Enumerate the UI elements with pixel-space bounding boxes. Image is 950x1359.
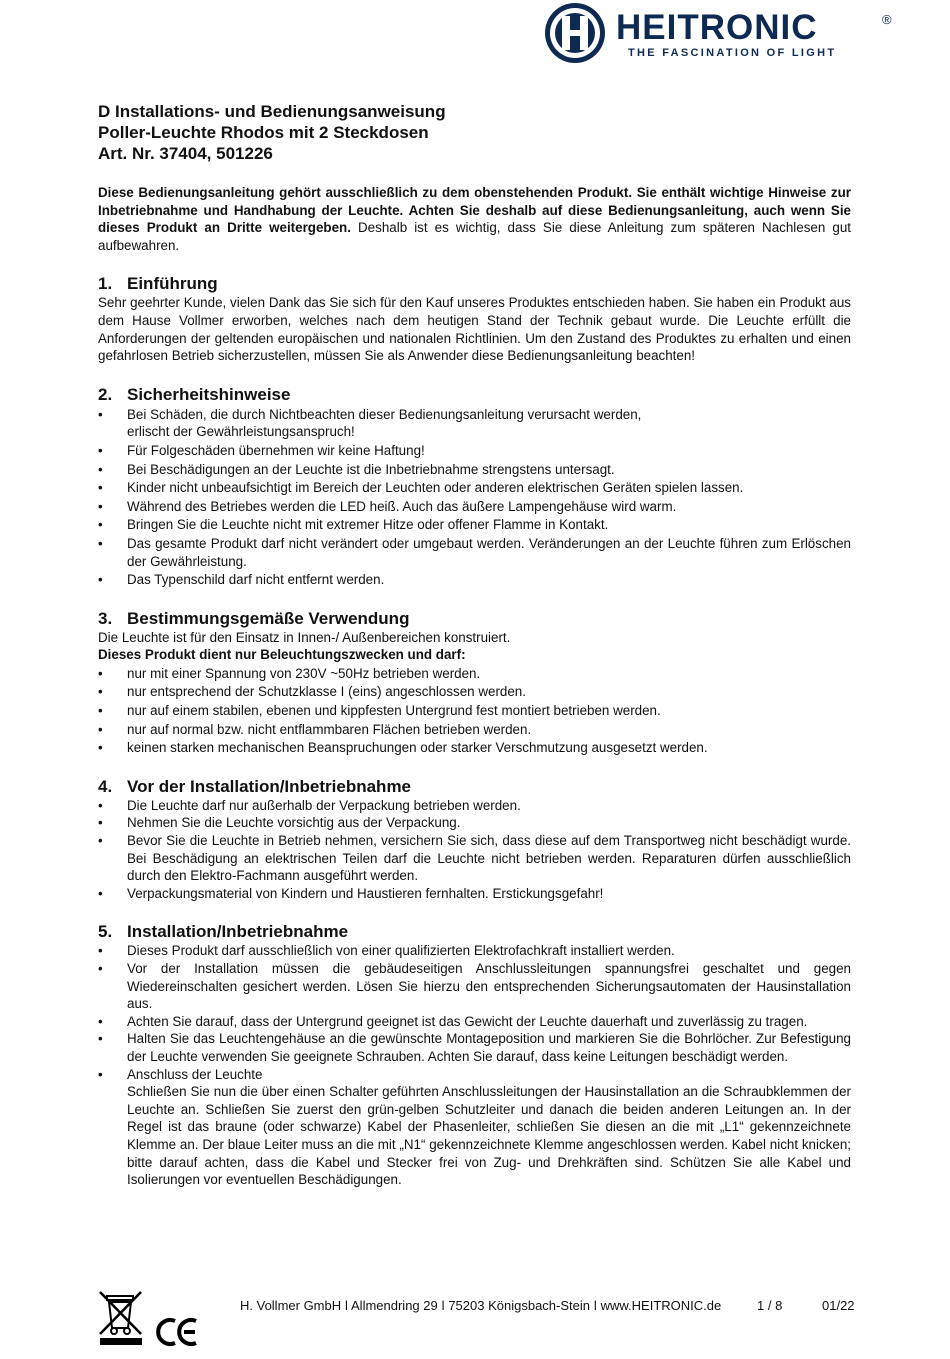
title-line-2: Poller-Leuchte Rhodos mit 2 Steckdosen <box>98 123 429 142</box>
intro-paragraph <box>98 184 851 254</box>
bullet-icon: • <box>98 721 103 737</box>
list-item <box>98 832 851 885</box>
list-item <box>98 797 851 815</box>
section-title: Einführung <box>127 274 218 294</box>
bullet-icon: • <box>98 480 103 496</box>
intro-bold-text: Diese Bedienungsanleitung gehört ausschließlich zu dem obenstehenden Produkt. Sie enthält wichtige Hinweise zur Inbetriebnahme und Handhabung der Leuchte. Achten Sie deshalb auf diese Bedienungsanleitung, auch wenn Sie dieses Produkt an Dritte weitergeben. <box>98 185 851 236</box>
list-item-text: nur mit einer Spannung von 230V ~50Hz betrieben werden. <box>127 665 481 681</box>
footer-company-info: H. Vollmer GmbH ǀ Allmendring 29 ǀ 75203 Königsbach-Stein ǀ www.HEITRONIC.de <box>240 1298 722 1313</box>
bullet-icon: • <box>98 535 103 551</box>
section-3-bold-text: Dieses Produkt dient nur Beleuchtungszwecken und darf: <box>98 647 466 663</box>
bullet-icon: • <box>98 815 103 831</box>
list-item <box>98 442 851 460</box>
brand-tagline: THE FASCINATION OF LIGHT <box>628 47 837 59</box>
list-item <box>98 498 851 516</box>
bullet-icon: • <box>98 684 103 700</box>
bullet-icon: • <box>98 797 103 813</box>
section-3-text: Die Leuchte ist für den Einsatz in Innen-/ Außenbereichen konstruiert. <box>98 629 511 645</box>
section-number: 2. <box>98 384 113 404</box>
list-item <box>98 814 851 832</box>
section-title: Bestimmungsgemäße Verwendung <box>127 608 410 628</box>
installation-list <box>98 942 851 1188</box>
list-item-text: Vor der Installation müssen die gebäudeseitigen Anschlussleitungen spannungsfrei geschaltet und gegen Wiedereinschalten gesichert werden. Lösen Sie hierzu den entsprechenden Sicherungsautomaten der Hausinstallation aus. <box>127 961 851 1012</box>
usage-list <box>98 665 851 757</box>
document-body <box>98 101 851 1189</box>
footer-date: 01/22 <box>822 1298 855 1313</box>
list-item <box>98 479 851 497</box>
list-item-text: Bei Beschädigungen an der Leuchte ist die Inbetriebnahme strengstens untersagt. <box>127 461 615 477</box>
title-line-3: Art. Nr. 37404, 501226 <box>98 144 273 163</box>
list-item <box>98 461 851 479</box>
section-number: 1. <box>98 274 113 294</box>
list-item-text: Während des Betriebes werden die LED heiß. Auch das äußere Lampengehäuse wird warm. <box>127 498 677 514</box>
list-item-text: Bringen Sie die Leuchte nicht mit extremer Hitze oder offener Flamme in Kontakt. <box>127 517 609 533</box>
list-item <box>98 571 851 589</box>
bullet-icon: • <box>98 406 103 422</box>
bullet-icon: • <box>98 1031 103 1047</box>
bullet-icon: • <box>98 703 103 719</box>
section-number: 3. <box>98 608 113 628</box>
intro-normal-text: Deshalb ist es wichtig, dass Sie diese Anleitung zum späteren Nachlesen gut aufbewahren. <box>98 220 851 253</box>
section-title: Installation/Inbetriebnahme <box>127 922 349 942</box>
list-item <box>98 665 851 683</box>
list-item <box>98 702 851 720</box>
list-item-text: Verpackungsmaterial von Kindern und Haustieren fernhalten. Erstickungsgefahr! <box>127 885 604 901</box>
brand-name: HEITRONIC <box>616 8 818 47</box>
list-item-text: Dieses Produkt darf ausschließlich von einer qualifizierten Elektrofachkraft installiert werden. <box>127 943 675 959</box>
section-title: Vor der Installation/Inbetriebnahme <box>127 776 412 796</box>
registered-mark: ® <box>882 12 892 27</box>
list-item <box>98 1066 851 1189</box>
list-item <box>98 739 851 757</box>
list-item-text: erlischt der Gewährleistungsanspruch! <box>127 424 355 440</box>
page-footer <box>0 1290 950 1350</box>
bullet-icon: • <box>98 517 103 533</box>
title-line-1: D Installations- und Bedienungsanweisung <box>98 102 446 121</box>
bullet-icon: • <box>98 833 103 849</box>
section-number: 5. <box>98 922 113 942</box>
bullet-icon: • <box>98 961 103 976</box>
heitronic-h-emblem-icon <box>542 2 610 64</box>
section-3-heading <box>98 608 851 629</box>
list-item-text: Anschluss der Leuchte <box>127 1066 263 1082</box>
bullet-icon: • <box>98 740 103 756</box>
section-5-heading <box>98 921 851 942</box>
bullet-icon: • <box>98 1066 103 1082</box>
ce-mark-icon <box>156 1317 200 1347</box>
list-item-text: Die Leuchte darf nur außerhalb der Verpackung betrieben werden. <box>127 797 521 813</box>
bullet-icon: • <box>98 885 103 901</box>
section-title: Sicherheitshinweise <box>127 384 291 404</box>
list-item-text: Kinder nicht unbeaufsichtigt im Bereich der Leuchten oder anderen elektrischen Geräten spielen lassen. <box>127 480 744 496</box>
list-item-text: Halten Sie das Leuchtengehäuse an die gewünschte Montageposition und markieren Sie die Bohrlöcher. Zur Befestigung der Leuchte verwenden Sie geeignete Schrauben. Achten Sie darauf, dass keine Leitungen beschädigt werden. <box>127 1031 851 1064</box>
list-item <box>98 683 851 701</box>
bullet-icon: • <box>98 461 103 477</box>
list-item <box>98 942 851 960</box>
safety-list <box>98 406 851 589</box>
list-item <box>98 885 851 903</box>
list-item <box>98 535 851 570</box>
list-item <box>98 721 851 739</box>
heitronic-logo <box>542 2 902 64</box>
list-item-text: Achten Sie darauf, dass der Untergrund geeignet ist das Gewicht der Leuchte dauerhaft und zuverlässig zu tragen. <box>127 1013 808 1029</box>
list-item-text: nur auf einem stabilen, ebenen und kippfesten Untergrund fest montiert betrieben werden. <box>127 703 661 719</box>
list-item-text: Für Folgeschäden übernehmen wir keine Haftung! <box>127 442 425 458</box>
footer-page-number: 1 / 8 <box>757 1298 783 1313</box>
bullet-icon: • <box>98 498 103 514</box>
section-number: 4. <box>98 776 113 796</box>
section-1-heading <box>98 273 851 294</box>
list-item-text: Das gesamte Produkt darf nicht verändert oder umgebaut werden. Veränderungen an der Leuchte führen zum Erlöschen der Gewährleistung. <box>127 535 851 569</box>
connection-instructions: Schließen Sie nun die über einen Schalter geführten Anschlussleitungen der Hausinstallation an die Schraubklemmen der Leuchte an. Schließen Sie zuerst den grün-gelben Schutzleiter und danach die beiden anderen Leitungen an. In der Regel ist das braune (oder schwarze) Kabel der Phasenleiter, schließen Sie diesen an die mit „L1“ gekennzeichnete Klemme an. Der blaue Leiter muss an die mit „N1“ gekennzeichnete Klemme angeschlossen werden. Kabel nicht knicken; bitte darauf achten, dass die Kabel und Stecker frei von Zug- und Drehkräften sind. Schützen Sie alle Kabel und Isolierungen vor eventuellen Beschädigungen. <box>127 1084 851 1188</box>
list-item-text: nur auf normal bzw. nicht entflammbaren Flächen betrieben werden. <box>127 721 532 737</box>
weee-bin-icon <box>97 1290 147 1346</box>
section-4-heading <box>98 776 851 797</box>
bullet-icon: • <box>98 665 103 681</box>
list-item-text: Bevor Sie die Leuchte in Betrieb nehmen, versichern Sie sich, dass diese auf dem Transportweg nicht beschädigt wurde. Bei Beschädigung an elektrischen Teilen darf die Leuchte nicht betrieben werden. Reparaturen dürfen ausschließlich durch den Elektro-Fachmann ausgeführt werden. <box>127 833 851 884</box>
list-item-text: Bei Schäden, die durch Nichtbeachten dieser Bedienungsanleitung verursacht werden, <box>127 406 642 422</box>
section-1-text: Sehr geehrter Kunde, vielen Dank das Sie sich für den Kauf unseres Produktes entschieden haben. Sie haben ein Produkt aus dem Hause Vollmer erworben, welches nach dem heutigen Stand der Technik gebaut wurde. Die Leuchte erfüllt die Anforderungen der geltenden europäischen und nationalen Richtlinien. Um den Zustand des Produktes zu erhalten und einen gefahrlosen Betrieb sicherzustellen, müssen Sie als Anwender diese Bedienungsanleitung beachten! <box>98 295 851 364</box>
list-item-text: Das Typenschild darf nicht entfernt werden. <box>127 572 385 588</box>
list-item-text: nur entsprechend der Schutzklasse I (eins) angeschlossen werden. <box>127 684 526 700</box>
list-item <box>98 1013 851 1031</box>
bullet-icon: • <box>98 943 103 959</box>
preinstall-list <box>98 797 851 903</box>
section-2-heading <box>98 384 851 405</box>
list-item <box>98 406 851 441</box>
list-item <box>98 1030 851 1065</box>
bullet-icon: • <box>98 442 103 458</box>
bullet-icon: • <box>98 572 103 588</box>
list-item-text: keinen starken mechanischen Beanspruchungen oder starker Verschmutzung ausgesetzt werden. <box>127 740 708 756</box>
bullet-icon: • <box>98 1013 103 1029</box>
list-item-text: Nehmen Sie die Leuchte vorsichtig aus der Verpackung. <box>127 815 461 831</box>
list-item <box>98 960 851 1013</box>
list-item <box>98 516 851 534</box>
